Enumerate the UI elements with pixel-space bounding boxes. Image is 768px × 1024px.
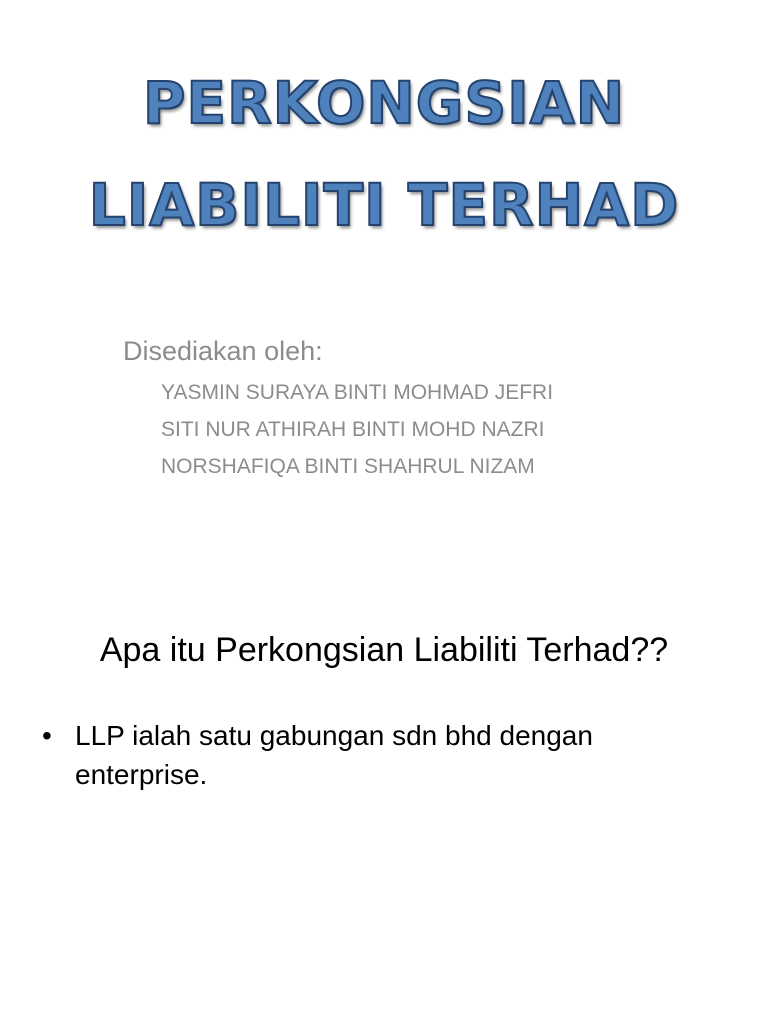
bullet-text: LLP ialah satu gabungan sdn bhd dengan enterprise. bbox=[75, 720, 593, 790]
author-name: SITI NUR ATHIRAH BINTI MOHD NAZRI bbox=[161, 418, 545, 441]
slide-title-line-2: LIABILITI TERHAD bbox=[88, 171, 680, 239]
bullet-marker: • bbox=[42, 720, 52, 751]
bullet-item bbox=[42, 716, 722, 794]
author-name: NORSHAFIQA BINTI SHAHRUL NIZAM bbox=[161, 455, 535, 478]
content-slide bbox=[0, 576, 768, 1024]
slide-heading: Apa itu Perkongsian Liabiliti Terhad?? bbox=[99, 631, 669, 669]
author-name: YASMIN SURAYA BINTI MOHMAD JEFRI bbox=[161, 381, 554, 404]
bullet-list bbox=[42, 716, 722, 794]
slide-title-line-1: PERKONGSIAN bbox=[142, 69, 626, 137]
prepared-by-label: Disediakan oleh: bbox=[123, 336, 323, 366]
